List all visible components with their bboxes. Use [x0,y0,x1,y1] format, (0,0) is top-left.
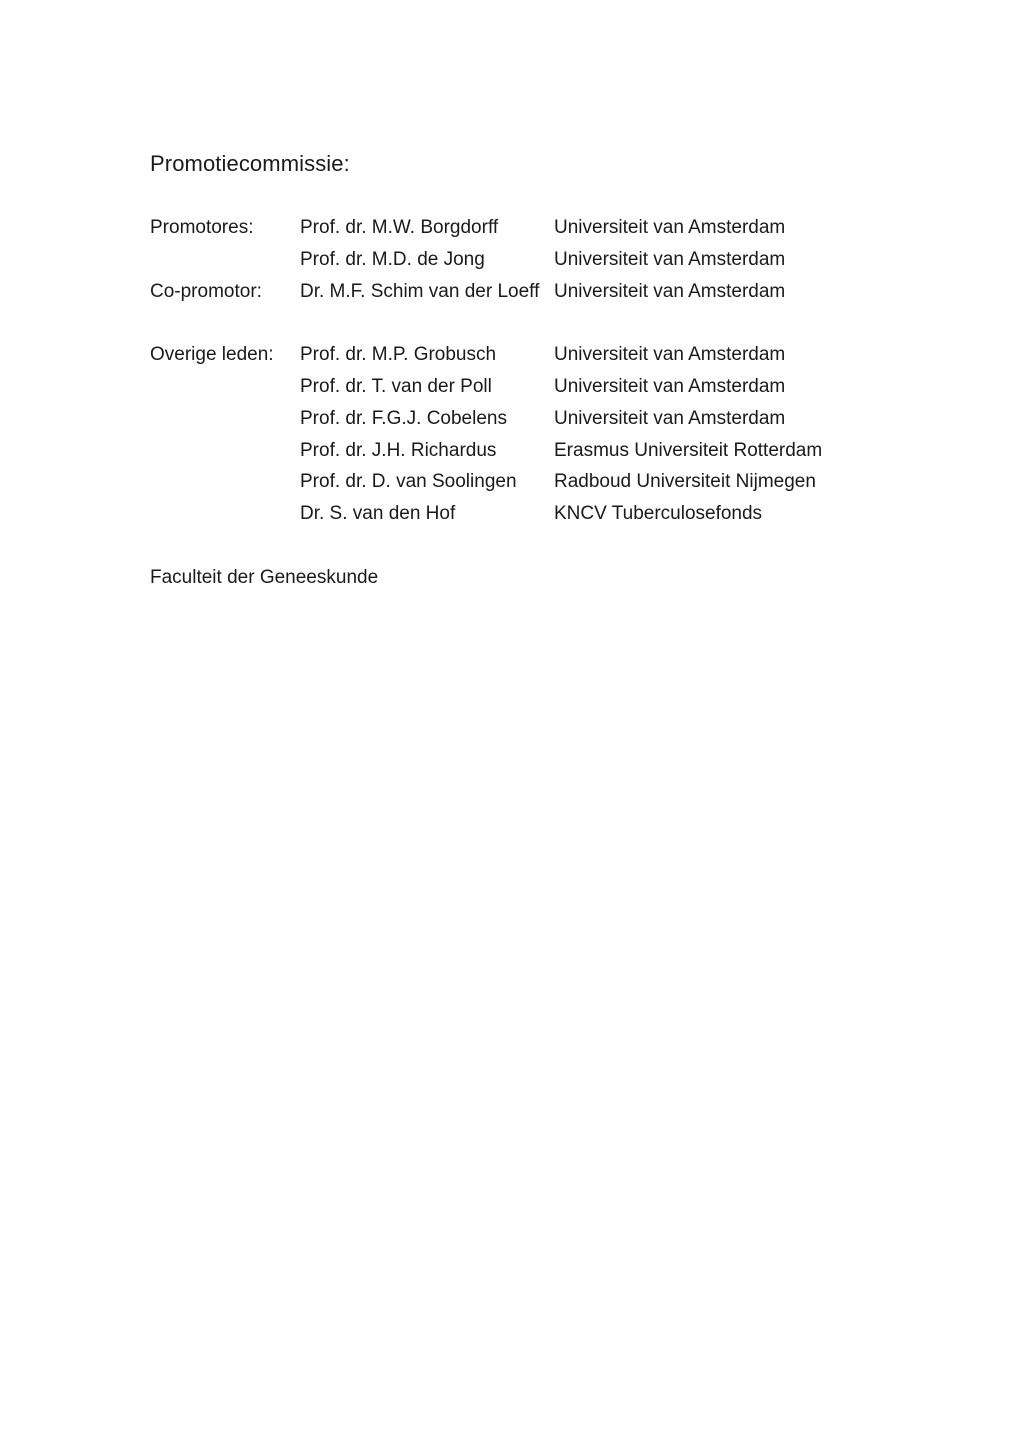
member-name: Prof. dr. F.G.J. Cobelens [300,408,507,429]
committee-row [150,467,910,497]
member-institution: Universiteit van Amsterdam [554,344,786,365]
member-name: Prof. dr. M.D. de Jong [300,249,485,270]
committee-row [150,340,910,370]
role-label: Promotores: [150,217,254,238]
member-name: Prof. dr. T. van der Poll [300,376,492,397]
member-institution: Universiteit van Amsterdam [554,408,786,429]
committee-row [150,499,910,529]
committee-row [150,213,910,243]
role-label: Co-promotor: [150,281,262,302]
faculty-name: Faculteit der Geneeskunde [150,567,379,588]
member-institution: KNCV Tuberculosefonds [554,503,763,524]
member-name: Dr. M.F. Schim van der Loeff [300,281,540,302]
member-name: Dr. S. van den Hof [300,503,456,524]
committee-row [150,436,910,466]
member-institution: Universiteit van Amsterdam [554,249,786,270]
page-title: Promotiecommissie: [150,151,350,176]
committee-row [150,404,910,434]
committee-row [150,372,910,402]
member-name: Prof. dr. M.W. Borgdorff [300,217,499,238]
member-institution: Erasmus Universiteit Rotterdam [554,440,823,461]
member-institution: Universiteit van Amsterdam [554,376,786,397]
member-institution: Universiteit van Amsterdam [554,217,786,238]
role-label: Overige leden: [150,344,274,365]
member-institution: Universiteit van Amsterdam [554,281,786,302]
committee-row [150,245,910,275]
committee-row [150,277,910,307]
member-name: Prof. dr. D. van Soolingen [300,471,517,492]
member-institution: Radboud Universiteit Nijmegen [554,471,816,492]
member-name: Prof. dr. J.H. Richardus [300,440,497,461]
member-name: Prof. dr. M.P. Grobusch [300,344,497,365]
